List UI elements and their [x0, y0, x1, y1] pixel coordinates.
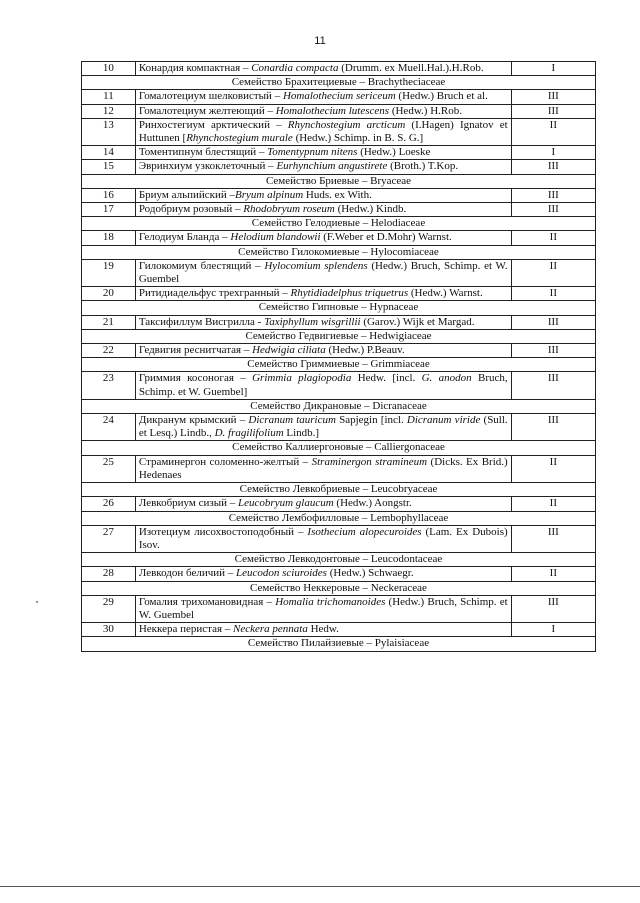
protection-category: II [511, 287, 595, 301]
species-number: 25 [82, 455, 136, 482]
family-header-row [82, 358, 596, 372]
protection-category: III [511, 188, 595, 202]
species-row [82, 344, 596, 358]
species-name [135, 259, 511, 286]
latin-name: G. anodon [421, 372, 472, 385]
species-name [135, 455, 511, 482]
family-header-row [82, 174, 596, 188]
name-text: Ритидиадельфус трехгранный – [138, 287, 291, 300]
latin-name: Straminergon stramineum [311, 455, 428, 468]
protection-category: III [511, 344, 595, 358]
species-name [135, 372, 511, 399]
protection-category: III [511, 160, 595, 174]
latin-name: Rhynchostegium arcticum [287, 118, 406, 131]
protection-category: III [511, 104, 595, 118]
latin-name: Bryum alpinum [235, 188, 304, 201]
species-number: 10 [82, 62, 136, 76]
species-number: 14 [82, 146, 136, 160]
name-text: (Hedw.) Schwaegr. [326, 567, 414, 580]
family-header-row [82, 637, 596, 651]
species-name [135, 188, 511, 202]
family-name: Семейство Пилайзиевые – Pylaisiaceae [82, 637, 596, 651]
protection-category: I [511, 62, 595, 76]
species-name [135, 160, 511, 174]
species-row [82, 188, 596, 202]
name-text: Таксифиллум Висгрилла - [138, 315, 265, 328]
name-text: (Hedw.) Bruch, Schimp. et W. Guembel [138, 259, 508, 286]
protection-category: III [511, 90, 595, 104]
name-text: Изотециум лисохвостоподобный – [138, 525, 308, 538]
species-number: 17 [82, 203, 136, 217]
latin-name: Taxiphyllum wisgrillii [264, 315, 361, 328]
family-name: Семейство Левкодонтовые – Leucodontaceae [82, 553, 596, 567]
family-name: Семейство Гилокомиевые – Hylocomiaceae [82, 245, 596, 259]
species-name [135, 118, 511, 145]
latin-name: Eurhynchium angustirete [276, 160, 388, 173]
latin-name: Conardia compacta [251, 62, 339, 74]
protection-category: II [511, 259, 595, 286]
species-number: 20 [82, 287, 136, 301]
species-row [82, 203, 596, 217]
protection-category: I [511, 146, 595, 160]
protection-category: III [511, 414, 595, 441]
latin-name: Rhynchostegium murale [186, 132, 293, 145]
protection-category: III [511, 595, 595, 622]
name-text: Hedw. [307, 623, 339, 636]
name-text: Эвринхиум узкоклеточный – [138, 160, 277, 173]
species-row [82, 146, 596, 160]
species-row [82, 455, 596, 482]
species-number: 12 [82, 104, 136, 118]
name-text: (Drumm. ex Muell.Hal.).H.Rob. [338, 62, 484, 74]
species-name [135, 62, 511, 76]
family-header-row [82, 511, 596, 525]
species-number: 30 [82, 623, 136, 637]
species-name [135, 90, 511, 104]
name-text: Левкодон беличий – [138, 567, 237, 580]
name-text: (Lam. Ex Dubois) Isov. [138, 525, 508, 551]
name-text: Родобриум розовый – [138, 203, 244, 216]
latin-name: Grimmia plagiopodia [252, 372, 352, 385]
species-number: 13 [82, 118, 136, 145]
species-row [82, 160, 596, 174]
species-number: 29 [82, 595, 136, 622]
species-row [82, 497, 596, 511]
species-name [135, 414, 511, 441]
family-header-row [82, 553, 596, 567]
species-name [135, 344, 511, 358]
name-text: (Hedw.) Kindb. [334, 203, 407, 216]
name-text: Томентипнум блестящий – [138, 146, 268, 159]
protection-category: II [511, 497, 595, 511]
species-number: 18 [82, 231, 136, 245]
latin-name: D. fragilifolium [214, 427, 284, 440]
species-row [82, 525, 596, 552]
name-text: Гомалотециум желтеющий – [138, 104, 276, 117]
species-name [135, 525, 511, 552]
family-header-row [82, 76, 596, 90]
name-text: (Hedw.) Loeske [357, 146, 431, 159]
species-row [82, 623, 596, 637]
species-row [82, 414, 596, 441]
name-text: (Hedw.) Bruch et al. [395, 90, 488, 103]
name-text: Левкобриум сизый – [138, 497, 239, 510]
name-text: Ринхостегиум арктический – [138, 118, 288, 131]
family-name: Семейство Гелодиевые – Helodiaceae [82, 217, 596, 231]
family-name: Семейство Бриевые – Bryaceae [82, 174, 596, 188]
species-row [82, 259, 596, 286]
species-number: 28 [82, 567, 136, 581]
name-text: Huds. ex With. [303, 188, 372, 201]
species-name [135, 315, 511, 329]
family-name: Семейство Неккеровые – Neckeraceae [82, 581, 596, 595]
name-text: Гомалотециум шелковистый – [138, 90, 283, 103]
species-number: 27 [82, 525, 136, 552]
protection-category: III [511, 372, 595, 399]
name-text: (Hedw.) Aongstr. [333, 497, 412, 510]
family-name: Семейство Лембофилловые – Lembophyllaceae [82, 511, 596, 525]
name-text: (Hedw.) Bruch, Schimp. et W. Guembel [138, 595, 508, 621]
protection-category: III [511, 203, 595, 217]
family-name: Семейство Левкобриевые – Leucobryaceae [82, 483, 596, 497]
name-text: (Hedw.) P.Beauv. [325, 344, 405, 357]
family-header-row [82, 301, 596, 315]
family-header-row [82, 483, 596, 497]
family-header-row [82, 217, 596, 231]
latin-name: Hylocomium splendens [264, 259, 368, 272]
page-bottom-rule [0, 886, 640, 887]
latin-name: Homalia trichomanoides [275, 595, 386, 608]
species-name [135, 623, 511, 637]
species-name [135, 203, 511, 217]
species-row [82, 62, 596, 76]
family-name: Семейство Каллиергоновые – Calliergonaceae [82, 441, 596, 455]
species-row [82, 104, 596, 118]
family-header-row [82, 581, 596, 595]
species-row [82, 90, 596, 104]
family-name: Семейство Дикрановые – Dicranaceae [82, 399, 596, 413]
family-header-row [82, 441, 596, 455]
name-text: Гелодиум Бланда – [138, 231, 231, 244]
latin-name: Leucobryum glaucum [238, 497, 334, 510]
species-name [135, 231, 511, 245]
latin-name: Homalothecium lutescens [275, 104, 390, 117]
family-header-row [82, 245, 596, 259]
species-name [135, 595, 511, 622]
species-table [81, 61, 596, 652]
species-table-body [82, 62, 596, 652]
latin-name: Homalothecium sericeum [282, 90, 396, 103]
name-text: (Dicks. Ex Brid.) Hedenaes [138, 455, 508, 481]
name-text: (Garov.) Wijk et Margad. [360, 315, 475, 328]
latin-name: Rhodobryum roseum [243, 203, 335, 216]
species-name [135, 287, 511, 301]
scan-speck [36, 601, 38, 603]
name-text: Страминергон соломенно-желтый – [138, 455, 312, 468]
latin-name: Dicranum viride [406, 414, 481, 427]
protection-category: II [511, 231, 595, 245]
species-row [82, 231, 596, 245]
name-text: (Sull. et Lesq.) Lindb., [138, 414, 508, 440]
name-text: Бриум альпийский – [138, 188, 235, 201]
name-text: Конардия компактная – [138, 62, 252, 74]
species-row [82, 315, 596, 329]
species-number: 21 [82, 315, 136, 329]
species-row [82, 118, 596, 145]
name-text: (Hedw.) Schimp. in B. S. G.] [292, 132, 424, 145]
latin-name: Leucodon sciuroides [236, 567, 327, 580]
name-text: Bruch, Schimp. et W. Guembel] [138, 372, 508, 398]
family-name: Семейство Гедвигиевые – Hedwigiaceae [82, 329, 596, 343]
name-text: Гриммия косоногая – [138, 372, 253, 385]
latin-name: Rhytidiadelphus triquetrus [290, 287, 409, 300]
species-number: 24 [82, 414, 136, 441]
page-number: 11 [314, 35, 326, 47]
species-name [135, 497, 511, 511]
latin-name: Dicranum tauricum [248, 414, 336, 427]
name-text: (Broth.) T.Kop. [387, 160, 459, 173]
family-header-row [82, 329, 596, 343]
latin-name: Tomentypnum nitens [267, 146, 358, 159]
latin-name: Hedwigia ciliata [252, 344, 326, 357]
species-row [82, 595, 596, 622]
family-name: Семейство Гипновые – Hypnaceae [82, 301, 596, 315]
species-number: 22 [82, 344, 136, 358]
protection-category: III [511, 315, 595, 329]
species-number: 26 [82, 497, 136, 511]
species-number: 16 [82, 188, 136, 202]
latin-name: Neckera pennata [233, 623, 308, 636]
protection-category: II [511, 118, 595, 145]
species-name [135, 104, 511, 118]
latin-name: Helodium blandowii [230, 231, 321, 244]
name-text: Неккера перистая – [138, 623, 234, 636]
species-name [135, 146, 511, 160]
species-row [82, 372, 596, 399]
family-header-row [82, 399, 596, 413]
species-row [82, 287, 596, 301]
protection-category: II [511, 455, 595, 482]
name-text: Гилокомиум блестящий – [138, 259, 265, 272]
family-name: Семейство Брахитециевые – Brachytheciaceae [82, 76, 596, 90]
name-text: Гомалия трихомановидная – [138, 595, 276, 608]
name-text: Дикранум крымский – [138, 414, 249, 427]
protection-category: III [511, 525, 595, 552]
latin-name: Isothecium alopecuroides [307, 525, 422, 538]
name-text: (F.Weber et D.Mohr) Warnst. [320, 231, 452, 244]
species-number: 23 [82, 372, 136, 399]
species-number: 19 [82, 259, 136, 286]
name-text: Hedw. [incl. [351, 372, 422, 385]
name-text: (Hedw.) Warnst. [408, 287, 483, 300]
name-text: Lindb.] [283, 427, 320, 440]
protection-category: II [511, 567, 595, 581]
name-text: (Hedw.) H.Rob. [389, 104, 462, 117]
protection-category: I [511, 623, 595, 637]
species-name [135, 567, 511, 581]
family-name: Семейство Гриммиевые – Grimmiaceae [82, 358, 596, 372]
species-number: 15 [82, 160, 136, 174]
name-text: Sapjegin [incl. [335, 414, 407, 427]
species-row [82, 567, 596, 581]
name-text: Гедвигия реснитчатая – [138, 344, 253, 357]
name-text: (I.Hagen) Ignatov et Huttunen [ [138, 118, 508, 145]
species-number: 11 [82, 90, 136, 104]
